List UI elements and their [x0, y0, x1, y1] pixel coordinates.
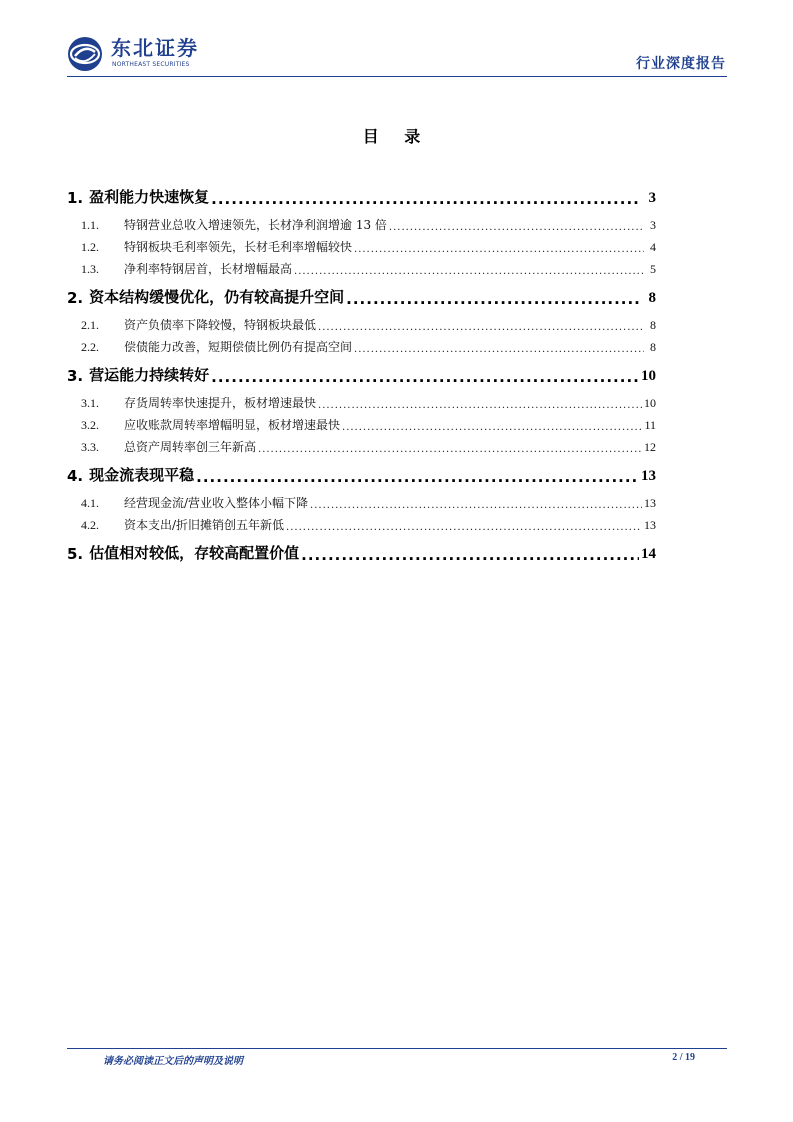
- footer-disclaimer: 请务必阅读正文后的声明及说明: [103, 1056, 243, 1067]
- footer-divider: [67, 1048, 727, 1049]
- toc-section-title: 营运能力持续转好: [89, 366, 210, 384]
- toc-subsection-2-1[interactable]: [67, 311, 656, 333]
- toc-section-number: 1.: [67, 189, 84, 207]
- toc-subsection-page: 8: [650, 340, 656, 354]
- toc-subsection-3-2[interactable]: [67, 411, 656, 433]
- toc-section-page: 14: [641, 546, 656, 562]
- logo-chinese-name: 东北证券: [111, 36, 199, 60]
- toc-section-1[interactable]: [67, 185, 656, 207]
- toc-subsection-page: 11: [644, 418, 656, 432]
- toc-section-title: 估值相对较低，存较高配置价值: [89, 544, 300, 562]
- logo-mark-icon: [67, 36, 103, 72]
- toc-subsection-page: 8: [650, 318, 656, 332]
- toc-section-title: 盈利能力快速恢复: [89, 188, 210, 206]
- toc-section-3[interactable]: [67, 363, 656, 385]
- toc-leader-dots: [286, 523, 642, 533]
- toc-section-page: 8: [648, 290, 656, 306]
- toc-section-2[interactable]: [67, 285, 656, 307]
- toc-subsection-page: 13: [644, 496, 656, 510]
- toc-subsection-4-1[interactable]: [67, 489, 656, 511]
- header-divider: [67, 76, 727, 77]
- toc-subsection-number: 1.3.: [81, 262, 99, 276]
- toc-subsection-3-3[interactable]: [67, 433, 656, 455]
- toc-leader-dots: [294, 267, 644, 277]
- toc-subsection-number: 1.1.: [81, 218, 99, 232]
- toc-leader-dots: [342, 423, 642, 433]
- toc-leader-dots: [354, 345, 644, 355]
- toc-leader-dots: [211, 370, 639, 385]
- toc-section-number: 5.: [67, 545, 84, 563]
- toc-subsection-title: 应收账款周转率增幅明显，板材增速最快: [124, 418, 341, 432]
- toc-leader-dots: [258, 445, 642, 455]
- report-type-label: 行业深度报告: [636, 56, 726, 72]
- toc-subsection-2-2[interactable]: [67, 333, 656, 355]
- toc-subsection-1-3[interactable]: [67, 255, 656, 277]
- toc-subsection-title: 经营现金流/营业收入整体小幅下降: [124, 496, 309, 510]
- toc-section-5[interactable]: [67, 541, 656, 563]
- toc-leader-dots: [346, 292, 640, 307]
- toc-subsection-number: 2.1.: [81, 318, 99, 332]
- toc-leader-dots: [318, 323, 644, 333]
- toc-section-number: 2.: [67, 289, 84, 307]
- toc-section-page: 13: [641, 468, 656, 484]
- toc-section-number: 3.: [67, 367, 84, 385]
- toc-subsection-title: 特钢营业总收入增速领先，长材净利润增逾 13 倍: [124, 218, 387, 232]
- toc-section-page: 3: [648, 190, 656, 206]
- toc-subsection-1-2[interactable]: [67, 233, 656, 255]
- toc-subsection-page: 10: [644, 396, 656, 410]
- company-logo: [67, 36, 227, 72]
- toc-section-page: 10: [641, 368, 656, 384]
- toc-subsection-number: 3.2.: [81, 418, 99, 432]
- toc-subsection-page: 3: [650, 218, 656, 232]
- toc-subsection-4-2[interactable]: [67, 511, 656, 533]
- toc-subsection-page: 4: [650, 240, 656, 254]
- toc-heading: 目 录: [362, 127, 431, 146]
- toc-leader-dots: [354, 245, 644, 255]
- toc-subsection-title: 资产负债率下降较慢，特钢板块最低: [124, 318, 317, 332]
- toc-section-title: 资本结构缓慢优化，仍有较高提升空间: [89, 288, 345, 306]
- toc-subsection-number: 2.2.: [81, 340, 99, 354]
- toc-subsection-title: 特钢板块毛利率领先，长材毛利率增幅较快: [124, 240, 353, 254]
- toc-subsection-title: 总资产周转率创三年新高: [124, 440, 257, 454]
- toc-subsection-page: 13: [644, 518, 656, 532]
- logo-english-name: NORTHEAST SECURITIES: [112, 61, 190, 68]
- toc-section-number: 4.: [67, 467, 84, 485]
- toc-subsection-number: 3.3.: [81, 440, 99, 454]
- toc-leader-dots: [310, 501, 642, 511]
- toc-subsection-number: 1.2.: [81, 240, 99, 254]
- toc-leader-dots: [211, 192, 640, 207]
- toc-subsection-page: 5: [650, 262, 656, 276]
- toc-leader-dots: [389, 223, 644, 233]
- toc-subsection-number: 4.1.: [81, 496, 99, 510]
- toc-subsection-number: 3.1.: [81, 396, 99, 410]
- page-header: [0, 0, 793, 80]
- toc-subsection-1-1[interactable]: [67, 211, 656, 233]
- toc-leader-dots: [196, 470, 639, 485]
- toc-subsection-page: 12: [644, 440, 656, 454]
- toc-leader-dots: [318, 401, 642, 411]
- toc-leader-dots: [301, 548, 639, 563]
- toc-subsection-number: 4.2.: [81, 518, 99, 532]
- toc-section-title: 现金流表现平稳: [89, 466, 195, 484]
- toc-subsection-title: 资本支出/折旧摊销创五年新低: [124, 518, 285, 532]
- toc-subsection-title: 存货周转率快速提升，板材增速最快: [124, 396, 317, 410]
- toc-subsection-title: 偿债能力改善，短期偿债比例仍有提高空间: [124, 340, 353, 354]
- footer-page-number: 2 / 19: [672, 1052, 695, 1063]
- toc-subsection-3-1[interactable]: [67, 389, 656, 411]
- toc-subsection-title: 净利率特钢居首，长材增幅最高: [124, 262, 293, 276]
- toc-section-4[interactable]: [67, 463, 656, 485]
- table-of-contents: [67, 185, 656, 567]
